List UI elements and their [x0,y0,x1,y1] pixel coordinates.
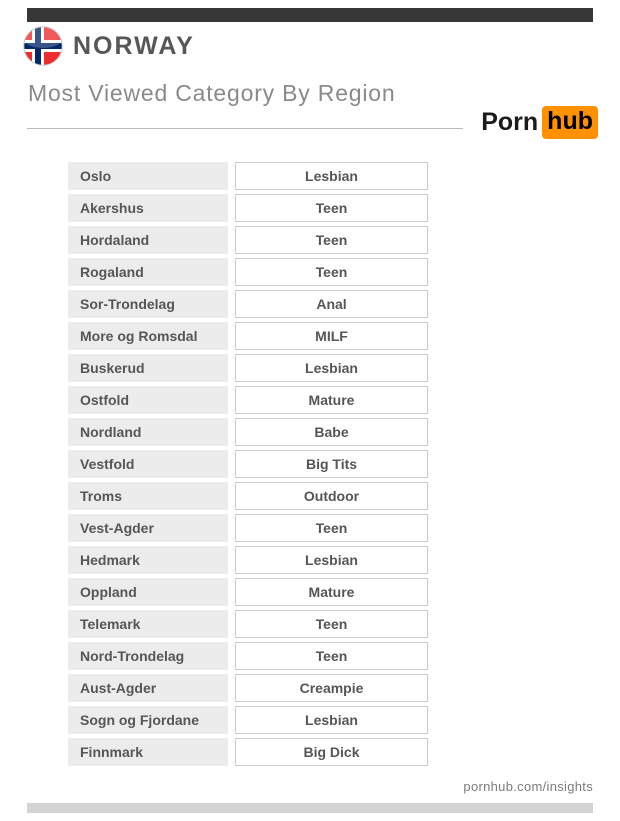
category-cell: Lesbian [235,706,428,734]
category-cell: Teen [235,194,428,222]
column-gap [228,546,235,574]
table-row [68,546,428,574]
table-row [68,418,428,446]
column-gap [228,482,235,510]
page-title: Most Viewed Category By Region [28,80,396,106]
table-row [68,450,428,478]
bottom-bar [27,803,593,813]
category-cell: Outdoor [235,482,428,510]
category-cell: Lesbian [235,162,428,190]
column-gap [228,514,235,542]
category-cell: Teen [235,226,428,254]
category-cell: Creampie [235,674,428,702]
country-name: NORWAY [73,31,195,60]
region-cell: Ostfold [68,386,228,414]
top-bar [27,8,593,22]
category-cell: Big Dick [235,738,428,766]
category-cell: MILF [235,322,428,350]
region-cell: Telemark [68,610,228,638]
category-cell: Mature [235,386,428,414]
table-row [68,290,428,318]
region-cell: Vestfold [68,450,228,478]
column-gap [228,706,235,734]
table-row [68,706,428,734]
region-cell: Troms [68,482,228,510]
region-table [68,162,428,770]
region-cell: More og Romsdal [68,322,228,350]
pornhub-logo [481,106,598,139]
table-row [68,322,428,350]
column-gap [228,226,235,254]
region-cell: Nordland [68,418,228,446]
column-gap [228,578,235,606]
table-row [68,514,428,542]
column-gap [228,258,235,286]
table-row [68,610,428,638]
table-row [68,162,428,190]
region-cell: Aust-Agder [68,674,228,702]
region-cell: Vest-Agder [68,514,228,542]
column-gap [228,386,235,414]
region-cell: Hedmark [68,546,228,574]
table-row [68,226,428,254]
table-row [68,194,428,222]
region-cell: Oslo [68,162,228,190]
column-gap [228,290,235,318]
region-cell: Finnmark [68,738,228,766]
column-gap [228,194,235,222]
region-cell: Sor-Trondelag [68,290,228,318]
region-cell: Nord-Trondelag [68,642,228,670]
column-gap [228,322,235,350]
category-cell: Anal [235,290,428,318]
region-cell: Buskerud [68,354,228,382]
table-row [68,642,428,670]
header-divider [27,128,463,129]
table-row [68,354,428,382]
table-row [68,578,428,606]
category-cell: Big Tits [235,450,428,478]
region-cell: Akershus [68,194,228,222]
column-gap [228,162,235,190]
table-row [68,674,428,702]
category-cell: Teen [235,642,428,670]
table-row [68,738,428,766]
column-gap [228,642,235,670]
pornhub-logo-hub: hub [542,106,598,139]
region-cell: Rogaland [68,258,228,286]
norway-flag-icon [23,26,63,66]
region-cell: Hordaland [68,226,228,254]
column-gap [228,674,235,702]
table-row [68,258,428,286]
column-gap [228,610,235,638]
footer-url: pornhub.com/insights [463,779,593,794]
category-cell: Babe [235,418,428,446]
column-gap [228,354,235,382]
category-cell: Lesbian [235,546,428,574]
pornhub-logo-porn: Porn [481,108,539,136]
category-cell: Lesbian [235,354,428,382]
category-cell: Teen [235,514,428,542]
category-cell: Teen [235,610,428,638]
region-cell: Sogn og Fjordane [68,706,228,734]
table-row [68,482,428,510]
column-gap [228,450,235,478]
category-cell: Teen [235,258,428,286]
country-header [23,26,195,66]
column-gap [228,738,235,766]
table-row [68,386,428,414]
column-gap [228,418,235,446]
region-cell: Oppland [68,578,228,606]
category-cell: Mature [235,578,428,606]
